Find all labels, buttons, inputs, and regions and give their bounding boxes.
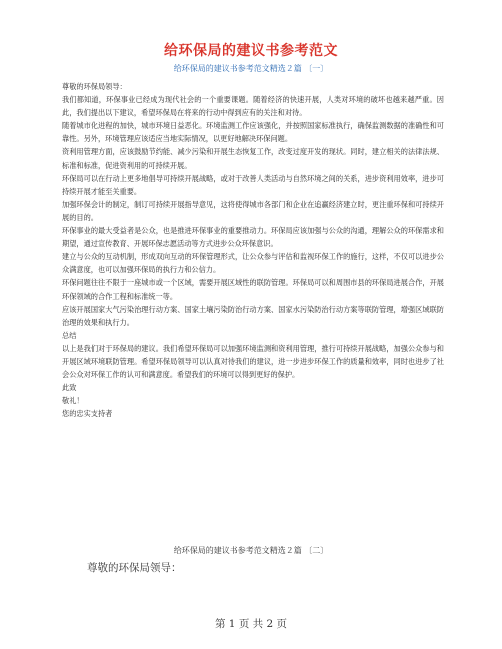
- body-paragraph: 资利用管理方面，应该鼓励节约能、减少污染和开展生态恢复工作，改变过度开发的现状。同时，建立相关的法律法规、标准和标准，促进资利用的可持续开展。: [62, 147, 444, 170]
- document-body: [62, 80, 444, 420]
- body-paragraph: 以上是我们对于环保局的建议。我们希望环保局可以加强环境监测和资利用管理，推行可持续开展战略，加强公众参与和开展区域环境联防管理。希望环保局领导可以认真对待我们的建议，进一步进步环保工作的质量和效率，同时也进步了社会公众对环保工作的认可和满意度。希望我们的环境可以得到更好的保护。: [62, 343, 444, 380]
- closing-line: 敬礼！: [62, 396, 84, 406]
- body-paragraph: 环保问题往往不限于一座城市或一个区域，需要开展区域性的联防管理。环保局可以和周围市县的环保局进展合作，开展环保领域的合作工程和标准统一等。: [62, 278, 444, 301]
- signature-line: 您的忠实支持者: [62, 409, 113, 419]
- body-paragraph: 随着城市化进程的加快，城市环境日益恶化。环境监测工作应该强化，并按照国家标准执行，确保监测数据的准确性和可靠性。另外，环境管理应该适应当地实际情况，以更好地解决环保问题。: [62, 121, 444, 144]
- page-footer: 第 1 页 共 2 页: [214, 618, 288, 630]
- body-paragraph: 我们都知道，环保事业已经成为现代社会的一个重要课题。随着经济的快速开展，人类对环境的破坏也越来越严重。因此，我们提出以下建议，希望环保局在将来的行动中得到应有的关注和对待。: [62, 95, 444, 118]
- salutation: 尊敬的环保局领导：: [62, 82, 127, 91]
- body-paragraph: 建立与公众的互动机制，形成双向互动的环保管理形式，让公众参与评估和监视环保工作的施行，这样，不仅可以进步公众满意度，也可以加强环保局的执行力和公信力。: [62, 252, 444, 275]
- summary-heading: 总结: [62, 330, 77, 340]
- body-paragraph: 环保事业的最大受益者是公众，也是推进环保事业的重要推动力。环保局应该加强与公众的沟通，理解公众的环保需求和期望，通过宣传教育、开展环保志愿活动等方式进步公众环保意识。: [62, 226, 444, 249]
- section2-title: 给环保局的建议书参考范文精选２篇 〔二〕: [173, 546, 329, 555]
- body-paragraph: 加强环保会计的制定，制订可持续开展指导意见，这将使得城市各部门和企业在追赢经济建立时，更注重环保和可持续开展的目的。: [62, 199, 444, 222]
- document-title: 给环保局的建议书参考范文: [164, 43, 338, 59]
- closing-line: 此致: [62, 383, 77, 393]
- section2-greeting: 尊敬的环保局领导：: [87, 562, 182, 574]
- document-subtitle: 给环保局的建议书参考范文精选２篇 〔一〕: [173, 64, 329, 73]
- body-paragraph: 应该开展国家大气污染治理行动方案、国家土壤污染防治行动方案、国家水污染防治行动方案等联防管理，增强区域联防治理的效果和执行力。: [62, 304, 444, 327]
- body-paragraph: 环保局可以在行动上更多地倡导可持续开展战略，或对于改善人类活动与自然环境之间的关系，进步资利用效率，进步可持续开展才能至关重要。: [62, 173, 444, 196]
